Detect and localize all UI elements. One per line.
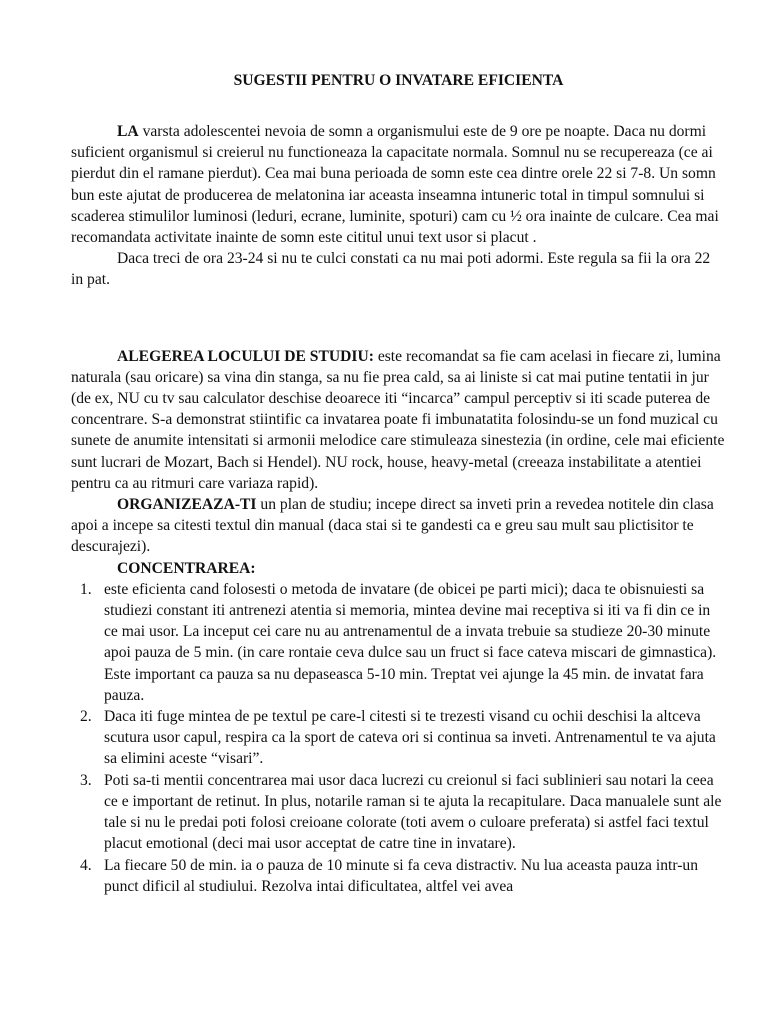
section-spacer (71, 291, 726, 346)
document-title: SUGESTII PENTRU O INVATARE EFICIENTA (233, 72, 564, 89)
list-item-text: Daca iti fuge mintea de pe textul pe care-l citesti si te trezesti visand cu ochii deschisi la altceva scutura usor capul, respira ca la sport de cateva ori si continua sa inveti. Antrenamentul te va ajuta sa elimini aceste “visari”. (104, 708, 716, 768)
study-place-text: este recomandat sa fie cam acelasi in fiecare zi, lumina naturala (sau oricare) sa vina din stanga, sa nu fie prea cald, sa ai liniste si cat mai putine tentatii in jur (de ex, NU cu tv sau calculator deschise deoarece iti “incarca” campul perceptiv si iti scade puterea de concentrare. S-a demonstrat stiintific ca invatarea poate fi imbunatatita folosindu-se un fond muzical cu sunete de anumite intensitati si armonii melodice care stimuleaza sinestezia (in ordine, cele mai eficiente sunt lucrari de Mozart, Bach si Hendel). NU rock, house, heavy-metal (creeaza instabilitate a atentiei pentru ca au ritmuri care variaza rapid). (71, 347, 725, 492)
list-item-number: 3. (80, 771, 92, 789)
list-item-text: este eficienta cand folosesti o metoda de invatare (de obicei pe parti mici); daca te obisnuiesti sa studiezi constant iti antrenezi atentia si memoria, mintea devine mai receptiva si iti va fi din ce in ce mai usor. La inceput cei care nu au antrenamentul de a invata trebuie sa studieze 20-30 minute apoi pauza de 5 min. (in care rontaie ceva dulce sau un fruct si face cateva miscari de gimnastica). Este important ca pauza sa nu depaseasca 5-10 min. Treptat vei ajunge la 45 min. de invatat fara pauza. (104, 580, 717, 704)
document-content (71, 70, 726, 897)
list-item-text: Poti sa-ti mentii concentrarea mai usor daca lucrezi cu creionul si faci sublinieri sau notari la ceea ce e important de retinut. In plus, notarile raman si te ajuta la recapitulare. Daca manualele sunt ale tale si nu le predai poti folosi creioane colorate (toti avem o culoare preferata) si astfel faci textul placut emotional (deci mai usor acceptat de catre tine in invatare). (104, 771, 722, 853)
list-item-number: 1. (80, 580, 92, 598)
list-item (80, 579, 726, 706)
study-place-paragraph (71, 346, 726, 494)
list-item-number: 4. (80, 856, 92, 874)
organize-lead: ORGANIZEAZA-TI (117, 496, 257, 514)
list-item (80, 706, 726, 770)
sleep-paragraph (71, 121, 726, 248)
concentration-heading: CONCENTRAREA: (117, 559, 256, 577)
list-item-text: La fiecare 50 de min. ia o pauza de 10 minute si fa ceva distractiv. Nu lua aceasta pauza intr-un punct dificil al studiului. Rezolva intai dificultatea, altfel vei avea (104, 856, 699, 895)
list-item-number: 2. (80, 708, 92, 726)
sleep-lead: LA (117, 123, 139, 140)
bedtime-paragraph: Daca treci de ora 23-24 si nu te culci constati ca nu mai poti adormi. Este regula sa fii la ora 22 in pat. (71, 250, 711, 289)
concentration-list (71, 579, 726, 897)
study-place-lead: ALEGEREA LOCULUI DE STUDIU: (117, 347, 374, 365)
organize-text: un plan de studiu; incepe direct sa inveti prin a revedea notitele din clasa apoi a incepe sa citesti textul din manual (daca stai si te gandesti ca e greu sau mult sau plictisitor te descurajezi). (71, 496, 714, 556)
sleep-paragraph-text: varsta adolescentei nevoia de somn a organismului este de 9 ore pe noapte. Daca nu dormi suficient organismul si creierul nu functioneaza la capacitate normala. Somnul nu se recupereaza (ce ai pierdut din el ramane pierdut). Cea mai buna perioada de somn este cea dintre orele 22 si 7-8. Un somn bun este ajutat de producerea de melatonina iar aceasta inseamna intuneric total in timpul somnului si scaderea stimulilor luminosi (leduri, ecrane, luminite, spoturi) cam cu ½ ora inainte de culcare. Cea mai recomandata activitate inainte de somn este cititul unui text usor si placut . (71, 123, 719, 247)
list-item (80, 855, 726, 897)
organize-paragraph (71, 494, 726, 558)
list-item (80, 770, 726, 855)
